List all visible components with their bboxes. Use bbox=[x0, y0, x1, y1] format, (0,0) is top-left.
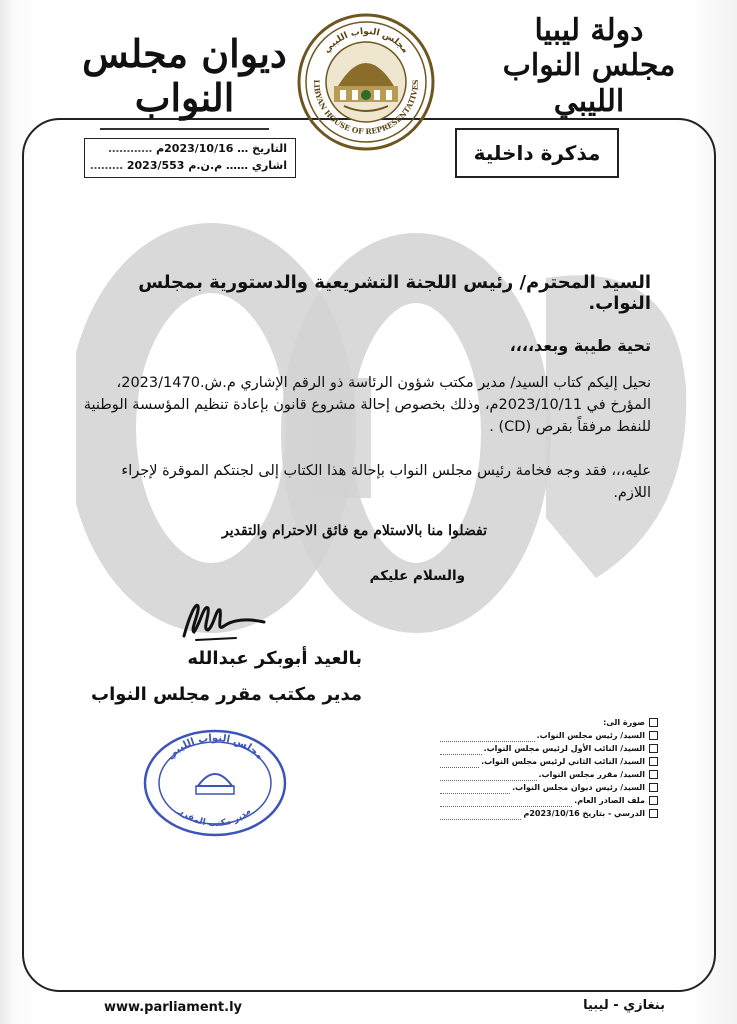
cc-list bbox=[440, 716, 658, 820]
signature-graphic bbox=[176, 596, 268, 648]
memo-label: مذكرة داخلية bbox=[473, 141, 601, 165]
list-item: السيد/ رئيس مجلس النواب. bbox=[440, 729, 658, 742]
date-value: 2023/10/16م bbox=[156, 142, 234, 155]
state-line-1: دولة ليبيا bbox=[534, 13, 644, 48]
paragraph-1: نحيل إليكم كتاب السيد/ مدير مكتب شؤون الرئاسة ذو الرقم الإشاري م.ش.2023/1470، المؤرخ في 2023/10/11م، وذلك بخصوص إحالة مشروع قانون بإعادة تنظيم المؤسسة الوطنية للنفط مرفقاً بقرص (CD) . bbox=[83, 375, 651, 435]
state-header bbox=[479, 14, 699, 120]
parliament-seal-icon bbox=[296, 12, 436, 152]
divan-title: ديوان مجلس النواب bbox=[82, 31, 287, 120]
signatory-title: مدير مكتب مقرر مجلس النواب bbox=[91, 684, 362, 705]
list-item: السيد/ مقرر مجلس النواب. bbox=[440, 768, 658, 781]
thanks-line: تفضلوا منا بالاستلام مع فائق الاحترام والتقدير bbox=[222, 523, 487, 539]
date-reference-box bbox=[84, 138, 296, 178]
seal-text-en: LIBYAN HOUSE OF REPRESENTATIVES bbox=[311, 79, 421, 137]
date-label: التاريخ bbox=[252, 142, 287, 155]
list-item: السيد/ النائب الأول لرئيس مجلس النواب. bbox=[440, 742, 658, 755]
reference-prefix: م.ن.م bbox=[188, 159, 223, 172]
reference-row: اشاري …… م.ن.م 2023/553 ……… bbox=[93, 159, 287, 175]
footer-city: بنغازي - ليبيا bbox=[583, 998, 665, 1013]
date-row: التاريخ … 2023/10/16م ………… bbox=[93, 142, 287, 158]
memo-type-box bbox=[455, 128, 619, 178]
reference-label: اشاري bbox=[251, 159, 287, 172]
state-line-2: مجلس النواب الليبي bbox=[502, 48, 676, 119]
seal-text-ar: مجلس النواب الليبي bbox=[322, 26, 410, 56]
stamp-text-2: مدير مكتب المقرر bbox=[176, 806, 254, 830]
paragraph-2: عليه،،، فقد وجه فخامة رئيس مجلس النواب بإحالة هذا الكتاب إلى لجنتكم الموقرة لإجراء اللازم. bbox=[121, 463, 651, 501]
greeting: تحية طيبة وبعد،،،، bbox=[509, 336, 651, 355]
closing-line: والسلام عليكم bbox=[369, 568, 465, 584]
list-item: السيد/ رئيس ديوان مجلس النواب. bbox=[440, 781, 658, 794]
divan-header bbox=[82, 32, 287, 130]
official-stamp-icon bbox=[140, 728, 290, 838]
list-item: السيد/ النائب الثاني لرئيس مجلس النواب. bbox=[440, 755, 658, 768]
list-item: الدرسي - بتاريخ 2023/10/16م bbox=[440, 807, 658, 820]
salutation: السيد المحترم/ رئيس اللجنة التشريعية والدستورية بمجلس النواب. bbox=[138, 272, 651, 314]
footer-website: www.parliament.ly bbox=[104, 1000, 243, 1015]
signatory-name: بالعيد أبوبكر عبدالله bbox=[187, 648, 362, 669]
cc-heading: صورة الى: bbox=[440, 716, 658, 729]
divan-rule bbox=[100, 128, 269, 130]
list-item: ملف الصادر العام. bbox=[440, 794, 658, 807]
stamp-text-1: مجلس النواب الليبي bbox=[164, 732, 266, 762]
reference-value: 2023/553 bbox=[126, 159, 185, 172]
